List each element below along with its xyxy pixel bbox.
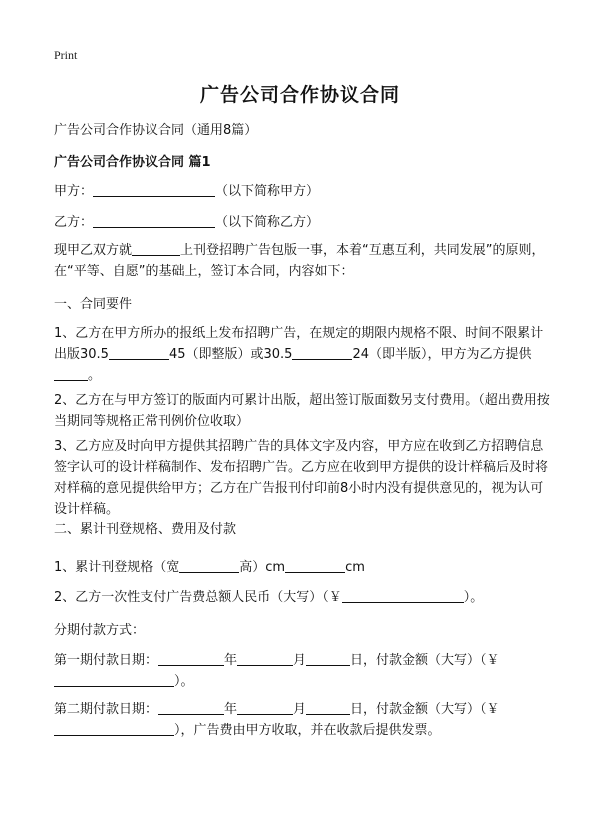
- clause-1-blank-1: [109, 345, 169, 360]
- clause-1-part4: 。: [88, 368, 102, 383]
- payment-2-day: 日，付款金额（大写）（￥: [350, 702, 500, 717]
- payment-1-day-blank: [306, 651, 350, 666]
- intro-paragraph: [54, 240, 554, 282]
- spec-part2: 高）cm: [239, 560, 286, 575]
- payment-1-end: ）。: [174, 674, 194, 689]
- payment-2-part1: 第二期付款日期：: [54, 702, 159, 717]
- payment-2-month: 月: [293, 702, 307, 717]
- subtitle-line: 广告公司合作协议合同（通用8篇）: [54, 123, 258, 138]
- payment-2-year-blank: [158, 700, 224, 715]
- party-b-line: [54, 212, 554, 233]
- clause-1: [54, 323, 554, 386]
- clause-1-part3: 24（即半版），甲方为乙方提供: [352, 347, 532, 362]
- clause-3: 3、乙方应及时向甲方提供其招聘广告的具体文字及内容，甲方应在收到乙方招聘信息签字认可的设计样稿制作、发布招聘广告。乙方应在收到甲方提供的设计样稿后及时将对样稿的意见提供给甲方；乙方在广告报刊付印前8小时内没有提供意见的，视为认可设计样稿。: [54, 439, 549, 517]
- heading-1: 一、合同要件: [54, 297, 133, 312]
- fee-part2: ）。: [463, 590, 484, 605]
- party-b-label: 乙方：: [54, 215, 94, 230]
- spec-part3: cm: [345, 560, 365, 575]
- party-b-suffix: （以下简称乙方）: [215, 215, 320, 230]
- spec-line: [54, 557, 554, 578]
- party-a-line: [54, 181, 554, 202]
- clause-1-blank-3: [54, 366, 88, 381]
- clause-2: 2、乙方在与甲方签订的版面内可累计出版，超出签订版面数另支付费用。（超出费用按当期同等规格正常刊例价位收取）: [54, 393, 550, 429]
- section-title: 广告公司合作协议合同 篇1: [54, 155, 211, 170]
- payment-2-amount-blank: [54, 721, 174, 736]
- party-a-blank: [93, 182, 215, 197]
- payment-1-month: 月: [293, 653, 307, 668]
- payment-1-part1: 第一期付款日期：: [54, 653, 159, 668]
- party-a-label: 甲方：: [54, 184, 94, 199]
- payment-1-amount-blank: [54, 672, 174, 687]
- payment-2-day-blank: [306, 700, 350, 715]
- fee-blank: [342, 588, 464, 603]
- spec-part1: 1、累计刊登规格（宽: [54, 560, 180, 575]
- document-title: 广告公司合作协议合同: [199, 84, 400, 106]
- payment-1-day: 日，付款金额（大写）（￥: [350, 653, 500, 668]
- intro-part1: 现甲乙双方就: [54, 243, 133, 258]
- fee-part1: 2、乙方一次性支付广告费总额人民币（大写）（￥: [54, 590, 342, 605]
- payment-2-month-blank: [237, 700, 293, 715]
- party-a-suffix: （以下简称甲方）: [215, 184, 320, 199]
- clause-1-part2: 45（即整版）或30.5: [168, 347, 293, 362]
- fee-line: [54, 587, 554, 608]
- intro-blank: [132, 241, 180, 256]
- payment-1-year-blank: [158, 651, 224, 666]
- clause-1-part1: 1、乙方在甲方所办的报纸上发布招聘广告，在规定的期限内规格不限、时间不限累计出版30.5: [54, 326, 544, 362]
- payment-2-line: [54, 699, 554, 741]
- payment-1-line: [54, 650, 554, 692]
- payment-2-year: 年: [224, 702, 238, 717]
- print-label: Print: [54, 48, 78, 62]
- installment-label: 分期付款方式：: [54, 623, 146, 638]
- payment-2-end: ），广告费由甲方收取，并在收款后提供发票。: [174, 723, 441, 738]
- intro-part2: 上刊登招聘广告包版一事，本着“互惠互利，共同发展”的原则，在“平等、自愿”的基础上，签订本合同，内容如下：: [54, 243, 545, 279]
- payment-1-month-blank: [237, 651, 293, 666]
- spec-blank-1: [179, 558, 239, 573]
- party-b-blank: [93, 213, 215, 228]
- payment-1-year: 年: [224, 653, 238, 668]
- spec-blank-2: [285, 558, 345, 573]
- clause-1-blank-2: [292, 345, 352, 360]
- heading-2: 二、累计刊登规格、费用及付款: [54, 522, 237, 537]
